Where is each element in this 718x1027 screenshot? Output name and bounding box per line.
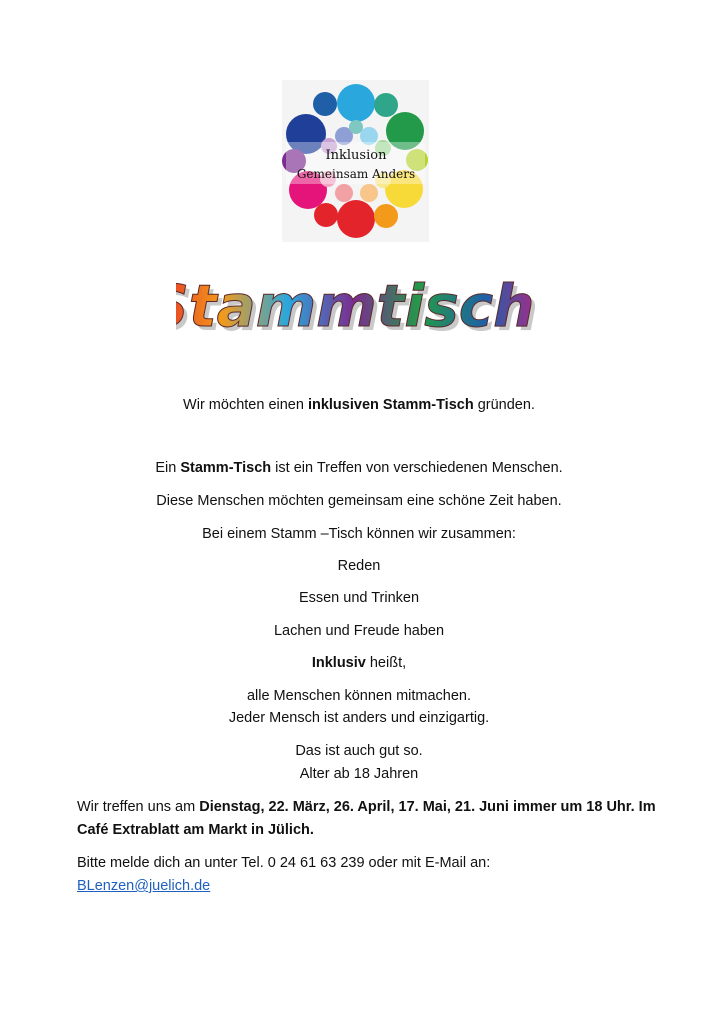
together-line: Bei einem Stamm –Tisch können wir zusammen: <box>202 526 516 542</box>
good-line: Das ist auch gut so. <box>295 743 423 759</box>
all-people-line: alle Menschen können mitmachen. <box>246 688 472 704</box>
inklusiv-line <box>0 655 718 671</box>
meeting-info <box>77 796 657 842</box>
contact-text: Bitte melde dich an unter Tel. 0 24 61 63 239 oder mit E-Mail an: <box>77 855 491 871</box>
intro-line <box>0 397 718 413</box>
time-line: Diese Menschen möchten gemeinsam eine schöne Zeit haben. <box>156 493 562 509</box>
activity-item: Reden <box>337 558 381 574</box>
inklusion-logo <box>282 80 429 242</box>
logo-line-2: Gemeinsam Anders <box>296 167 416 181</box>
def-pre: Ein <box>155 460 181 476</box>
activity-item: Lachen und Freude haben <box>273 623 445 639</box>
activity-item: Essen und Trinken <box>298 590 420 606</box>
definition-line <box>0 460 718 476</box>
contact-info <box>77 852 657 898</box>
def-bold: Stamm-Tisch <box>180 460 272 476</box>
stammtisch-headline <box>176 256 536 356</box>
stammtisch-text: tammtisch <box>188 272 535 340</box>
meet-dates: Dienstag, 22. März, 26. April, 17. Mai, 21. Juni immer um 18 Uhr. Im Café Extrablatt am Markt in Jülich. <box>77 799 656 838</box>
intro-post: gründen. <box>473 397 535 413</box>
stammtisch-shadow: tammtisch <box>192 276 536 344</box>
age-line: Alter ab 18 Jahren <box>299 766 419 782</box>
logo-line-1: Inklusion <box>325 148 387 163</box>
inklusiv-post: heißt, <box>365 655 407 671</box>
inklusiv-bold: Inklusiv <box>311 655 366 671</box>
intro-pre: Wir möchten einen <box>183 397 308 413</box>
intro-bold: inklusiven Stamm-Tisch <box>307 397 474 413</box>
unique-line: Jeder Mensch ist anders und einzigartig. <box>228 710 490 726</box>
email-link[interactable]: BLenzen@juelich.de <box>77 878 211 894</box>
meet-pre: Wir treffen uns am <box>77 799 200 815</box>
def-post: ist ein Treffen von verschiedenen Menschen. <box>271 460 563 476</box>
